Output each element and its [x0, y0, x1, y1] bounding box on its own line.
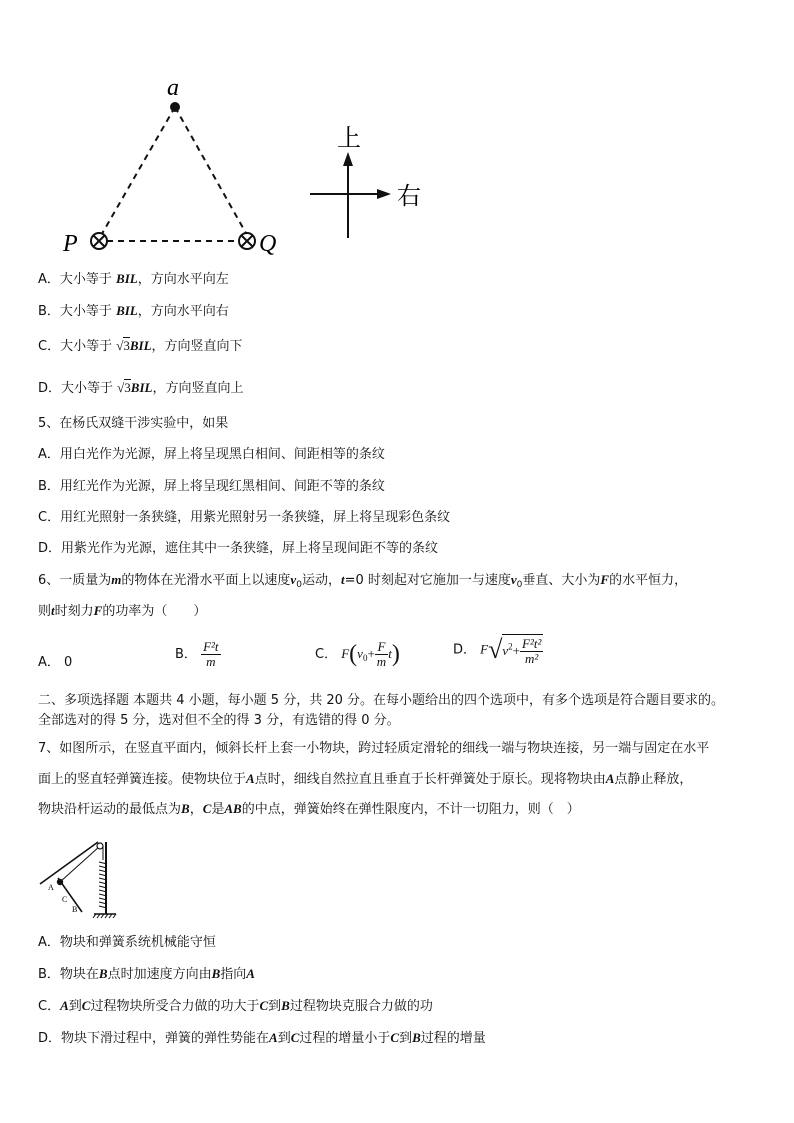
- q6-stem-line1: 6、一质量为m的物体在光滑水平面上以速度$v_0$运动，t=0 时刻起对它施加一与速度$v_0$垂直、大小为F的水平恒力，: [38, 572, 688, 590]
- q6-option-c: C． $F(v_0+$ $\frac{F}{m}$ t): [315, 639, 400, 669]
- pulley-icon: [97, 843, 103, 849]
- incline-spring-figure: [38, 838, 128, 920]
- label-q: Q: [259, 231, 277, 257]
- section2-instructions-line2: 全部选对的得 5 分，选对但不全的得 3 分，有选错的得 0 分。: [38, 713, 400, 728]
- q7-option-a: A．物块和弹簧系统机械能守恒: [38, 935, 216, 950]
- q4-option-b: B．大小等于 BIL，方向水平向右: [38, 303, 229, 319]
- q5-option-a: A．用白光作为光源，屏上将呈现黑白相间、间距相等的条纹: [38, 447, 385, 462]
- q4-option-a: A．大小等于 BIL，方向水平向左: [38, 271, 229, 287]
- q7-option-d: D．物块下滑过程中，弹簧的弹性势能在A到C过程的增量小于C到B过程的增量: [38, 1030, 486, 1046]
- block-dot: [57, 879, 63, 885]
- q6-stem-line2: 则t时刻力F的功率为（ ）: [38, 603, 207, 619]
- label-up: 上: [337, 124, 361, 152]
- q5-stem: 5、在杨氏双缝干涉实验中，如果: [38, 416, 229, 431]
- q6-option-d: D． $F√v^2+$ $\frac{\text{F²t²}}{\text{m²}}$: [453, 635, 542, 666]
- q4-option-d: D．大小等于 √3BIL，方向竖直向上: [38, 380, 244, 396]
- q6-option-b: B． $\frac{\text{F²t}}{m}$: [175, 639, 219, 669]
- q5-option-d: D．用紫光作为光源，遮住其中一条狭缝，屏上将呈现间距不等的条纹: [38, 541, 439, 556]
- q7-stem-line3: 物块沿杆运动的最低点为B，C是AB的中点，弹簧始终在弹性限度内，不计一切阻力，则（ ）: [38, 801, 580, 817]
- label-right: 右: [397, 182, 421, 210]
- q5-option-b: B．用红光作为光源，屏上将呈现红黑相间、间距不等的条纹: [38, 479, 385, 494]
- q4-option-c: C．大小等于 √3BIL，方向竖直向下: [38, 338, 243, 354]
- point-a-dot: [170, 102, 180, 112]
- section2-instructions-line1: 二、多项选择题 本题共 4 小题，每小题 5 分，共 20 分。在每小题给出的四个选项中，有多个选项是符合题目要求的。: [38, 693, 725, 708]
- q7-stem-line1: 7、如图所示，在竖直平面内，倾斜长杆上套一小物块，跨过轻质定滑轮的细线一端与物块连接，另一端与固定在水平: [38, 741, 710, 756]
- right-arrow-icon: [377, 189, 391, 199]
- q7-stem-line2: 面上的竖直轻弹簧连接。使物块位于A点时，细线自然拉直且垂直于长杆弹簧处于原长。现将物块由A点静止释放，: [38, 771, 693, 787]
- current-into-page-p-icon: [91, 233, 107, 249]
- sqrt-sign: √: [117, 380, 125, 395]
- q7-option-b: B．物块在B点时加速度方向由B指向A: [38, 966, 255, 982]
- q5-option-c: C．用红光照射一条狭缝，用紫光照射另一条狭缝，屏上将呈现彩色条纹: [38, 510, 451, 525]
- fig-label-a: A: [48, 883, 54, 892]
- up-arrow-icon: [343, 152, 353, 166]
- sqrt-sign: √: [116, 338, 124, 353]
- q7-option-c: C．A到C过程物块所受合力做的功大于C到B过程物块克服合力做的功: [38, 998, 433, 1014]
- label-p: P: [63, 231, 78, 257]
- fig-label-c: C: [62, 895, 68, 904]
- fig-label-b: B: [72, 905, 78, 914]
- q6-option-a: A． 0: [38, 655, 73, 670]
- label-a: a: [167, 75, 179, 101]
- triangle-current-figure: [55, 75, 295, 260]
- direction-axes-figure: [305, 120, 430, 240]
- current-into-page-q-icon: [239, 233, 255, 249]
